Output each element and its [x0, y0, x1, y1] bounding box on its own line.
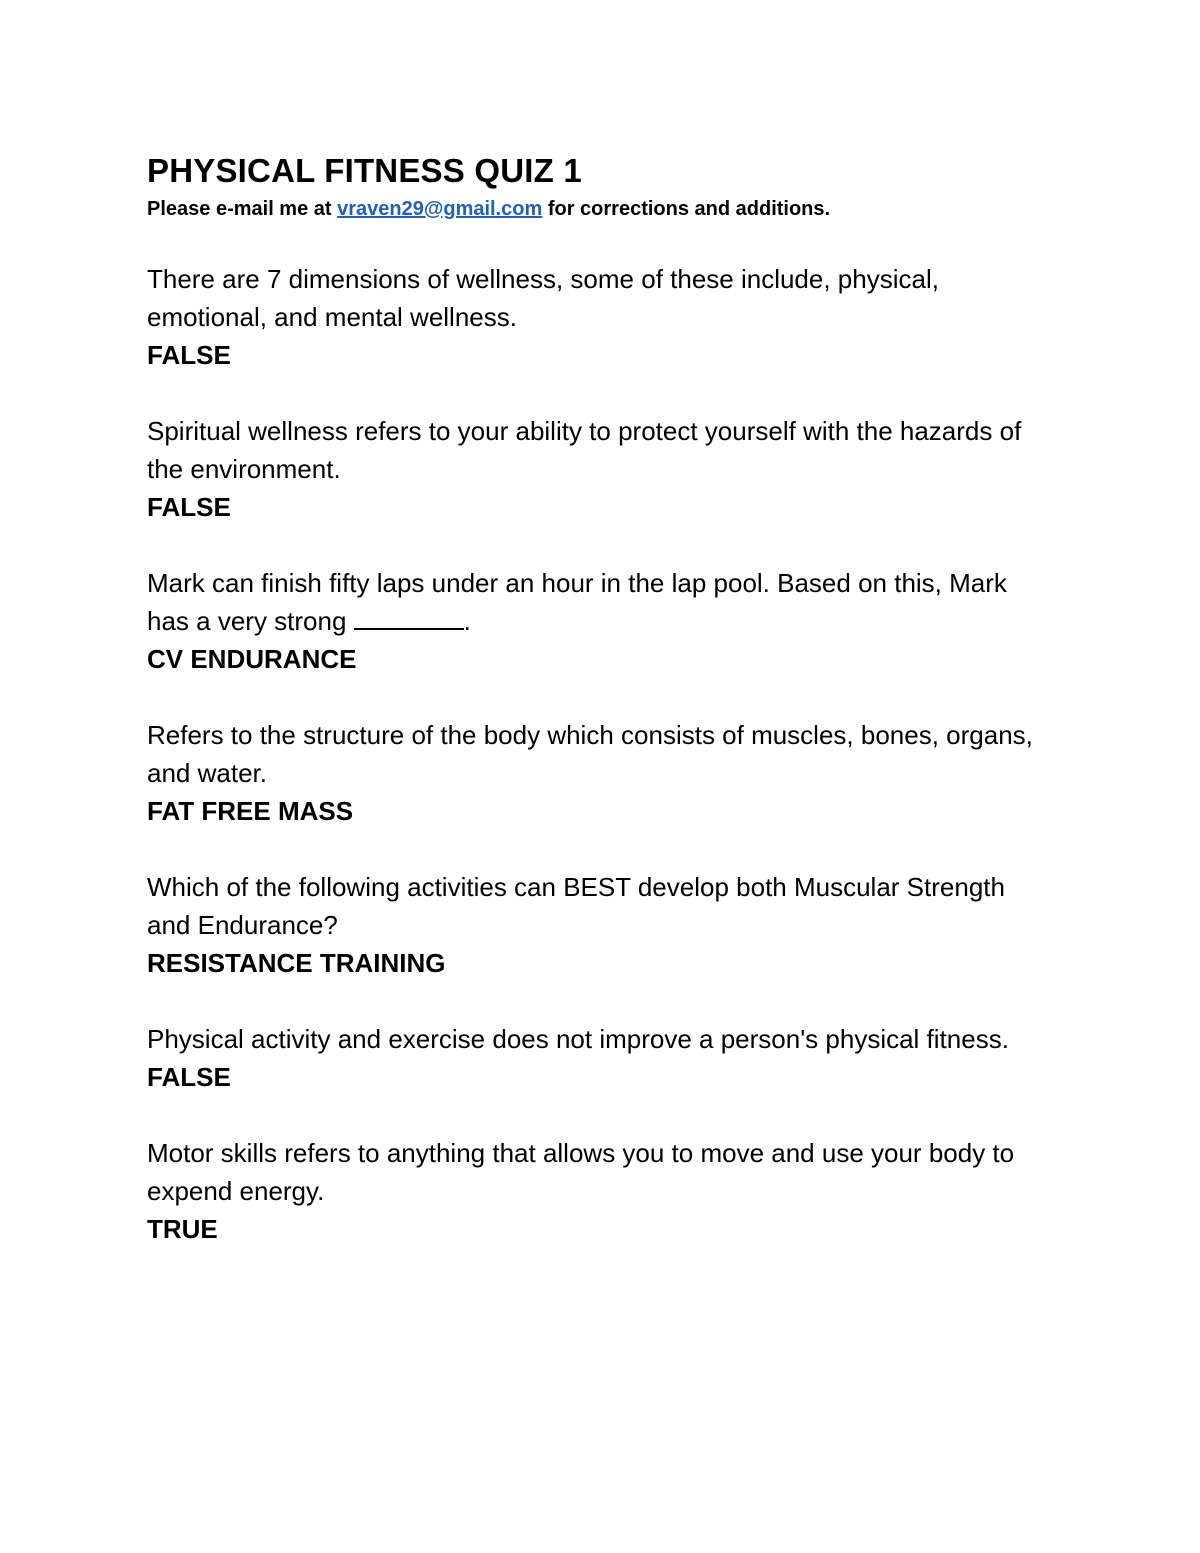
answer-blank: [354, 604, 464, 630]
page-title: PHYSICAL FITNESS QUIZ 1: [147, 152, 582, 189]
question-text: Which of the following activities can BEST develop both Muscular Strength and Endurance?: [147, 872, 1005, 940]
question-text: Spiritual wellness refers to your ability to protect yourself with the hazards of the environment.: [147, 416, 1022, 484]
quiz-item-5: [147, 868, 1047, 982]
answer-text: CV ENDURANCE: [147, 644, 357, 674]
intro-after: for corrections and additions.: [542, 198, 831, 220]
answer-text: FALSE: [147, 492, 231, 522]
question-text-before-blank: Mark can finish fifty laps under an hour in the lap pool. Based on this, Mark has a very strong: [147, 568, 1007, 636]
email-link[interactable]: vraven29@gmail.com: [337, 198, 543, 220]
answer-text: FAT FREE MASS: [147, 796, 354, 826]
intro-text: [147, 196, 1047, 222]
answer-text: TRUE: [147, 1214, 218, 1244]
intro-before: Please e-mail me at: [147, 198, 338, 220]
quiz-item-2: [147, 412, 1047, 526]
question-text: Refers to the structure of the body which consists of muscles, bones, organs, and water.: [147, 720, 1033, 788]
quiz-item-6: [147, 1020, 1047, 1096]
question-text: [147, 564, 1047, 640]
quiz-item-7: [147, 1134, 1047, 1248]
quiz-item-4: [147, 716, 1047, 830]
answer-text: RESISTANCE TRAINING: [147, 948, 446, 978]
question-text: Physical activity and exercise does not improve a person's physical fitness.: [147, 1024, 1009, 1054]
question-text: Motor skills refers to anything that allows you to move and use your body to expend energy.: [147, 1138, 1015, 1206]
question-text: There are 7 dimensions of wellness, some of these include, physical, emotional, and mental wellness.: [147, 264, 939, 332]
question-text-after-blank: .: [463, 606, 471, 636]
quiz-item-1: [147, 260, 1047, 374]
answer-text: FALSE: [147, 340, 231, 370]
document-page: [147, 150, 1047, 1248]
quiz-item-3: [147, 564, 1047, 678]
answer-text: FALSE: [147, 1062, 231, 1092]
